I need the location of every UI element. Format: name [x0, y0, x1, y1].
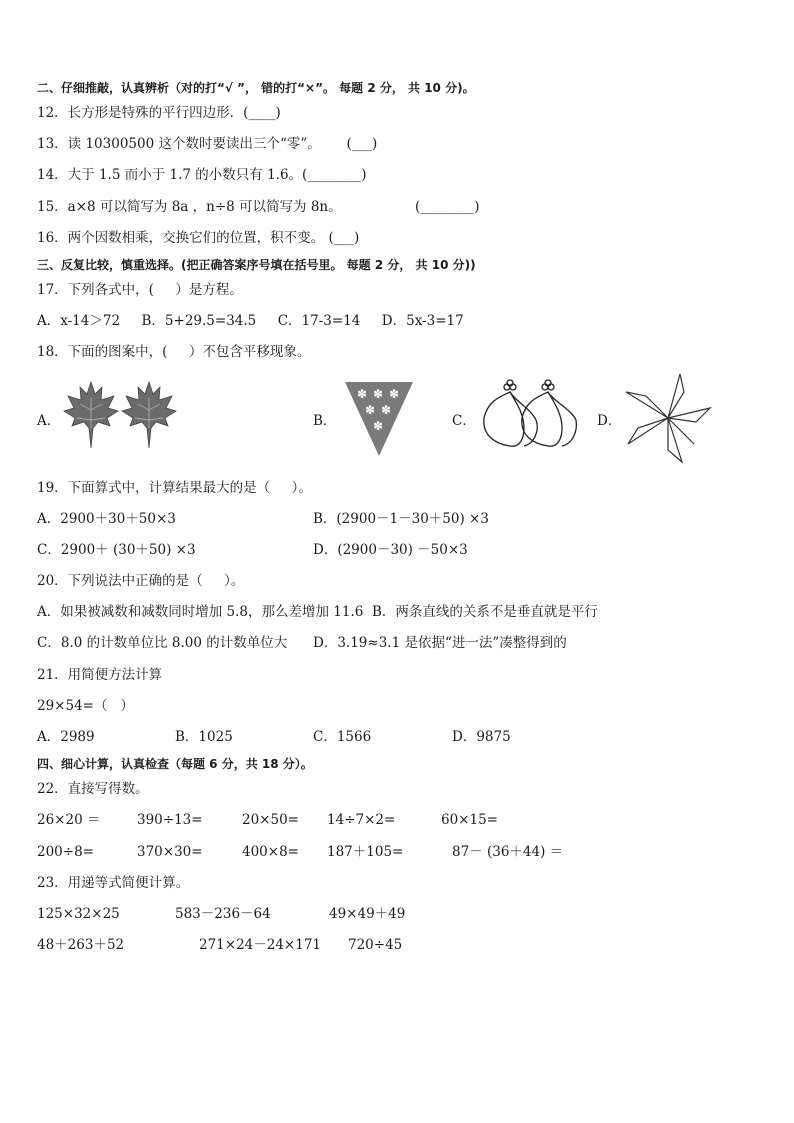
q21-option-a: A．2989 — [37, 729, 95, 745]
section4-heading: 四、细心计算，认真检查（每题 6 分，共 18 分）。 — [37, 757, 313, 771]
svg-text:✽: ✽ — [365, 403, 376, 417]
overlapping-hearts-image — [480, 378, 580, 458]
q19-option-a: A．2900＋30＋50×3 — [37, 511, 176, 527]
q18-option-d-label: D． — [597, 413, 622, 429]
q22-item: 370×30= — [137, 844, 203, 860]
q23-item: 125×32×25 — [37, 906, 120, 922]
question-15: 15．a×8 可以简写为 8a ，n÷8 可以简写为 8n。 — [37, 199, 342, 215]
q22-item: 20×50= — [242, 812, 299, 828]
q21-option-b: B．1025 — [175, 729, 233, 745]
q20-option-c: C．8.0 的计数单位比 8.00 的计数单位大 — [37, 635, 288, 651]
q23-item: 583－236－64 — [175, 906, 271, 922]
q22-item: 200÷8= — [37, 844, 94, 860]
section3-heading: 三、反复比较，慎重选择。(把正确答案序号填在括号里。 每题 2 分， 共 10 分)) — [37, 258, 476, 272]
triangle-flowers-image — [343, 380, 415, 458]
q18-option-b-label: B． — [313, 413, 337, 429]
q19-option-b: B．(2900－1－30＋50) ×3 — [313, 511, 489, 527]
q20-options-ab: A．如果被减数和减数同时增加 5.8，那么差增加 11.6 B．两条直线的关系不是垂直就是平行 — [37, 604, 598, 620]
question-23: 23．用递等式简便计算。 — [37, 875, 190, 891]
question-22: 22．直接写得数。 — [37, 781, 149, 797]
question-21: 21．用简便方法计算 — [37, 667, 163, 683]
question-17-options: A．x-14＞72 B．5+29.5=34.5 C．17-3=14 D．5x-3=17 — [37, 313, 464, 329]
q22-item: 14÷7×2= — [327, 812, 396, 828]
q21-option-c: C．1566 — [313, 729, 372, 745]
q23-item: 48＋263＋52 — [37, 937, 125, 953]
q22-item: 390÷13= — [137, 812, 203, 828]
q22-item: 87－ (36＋44) ＝ — [452, 844, 564, 860]
question-12: 12．长方形是特殊的平行四边形．(____) — [37, 105, 281, 121]
q18-option-c-label: C． — [452, 413, 476, 429]
pinwheel-image — [624, 372, 714, 466]
q22-item: 400×8= — [242, 844, 299, 860]
q23-item: 271×24－24×171 — [199, 937, 322, 953]
question-13: 13．读 10300500 这个数时要读出三个“零”。 (___) — [37, 136, 378, 152]
svg-text:✽: ✽ — [373, 419, 384, 433]
question-15-answer-blank: (________) — [415, 199, 480, 215]
maple-leaves-image — [62, 378, 180, 454]
q22-item: 60×15= — [441, 812, 498, 828]
q23-item: 720÷45 — [348, 937, 403, 953]
q22-item: 26×20 ＝ — [37, 812, 101, 828]
q22-item: 187＋105= — [327, 844, 404, 860]
question-17: 17．下列各式中，( ）是方程。 — [37, 282, 243, 298]
question-19: 19．下面算式中，计算结果最大的是（ ）。 — [37, 480, 312, 496]
q19-option-d: D．(2900－30) －50×3 — [313, 542, 468, 558]
q20-option-d: D．3.19≈3.1 是依据“进一法”凑整得到的 — [313, 635, 567, 651]
svg-text:✽: ✽ — [389, 387, 400, 401]
q18-option-a-label: A． — [37, 413, 61, 429]
q21-expression: 29×54=（ ） — [37, 698, 134, 714]
q21-option-d: D．9875 — [452, 729, 511, 745]
question-16: 16．两个因数相乘，交换它们的位置，积不变。 (___) — [37, 230, 360, 246]
question-20: 20．下列说法中正确的是（ ）。 — [37, 573, 245, 589]
question-18: 18．下面的图案中，( ）不包含平移现象。 — [37, 344, 311, 360]
svg-text:✽: ✽ — [381, 403, 392, 417]
section2-heading: 二、仔细推敲，认真辨析（对的打“√ ”， 错的打“×”。 每题 2 分， 共 10 分)。 — [37, 81, 475, 95]
q23-item: 49×49＋49 — [329, 906, 406, 922]
q19-option-c: C．2900＋ (30＋50) ×3 — [37, 542, 196, 558]
svg-text:✽: ✽ — [373, 387, 384, 401]
svg-text:✽: ✽ — [357, 387, 368, 401]
question-14: 14．大于 1.5 而小于 1.7 的小数只有 1.6。(________) — [37, 167, 367, 183]
